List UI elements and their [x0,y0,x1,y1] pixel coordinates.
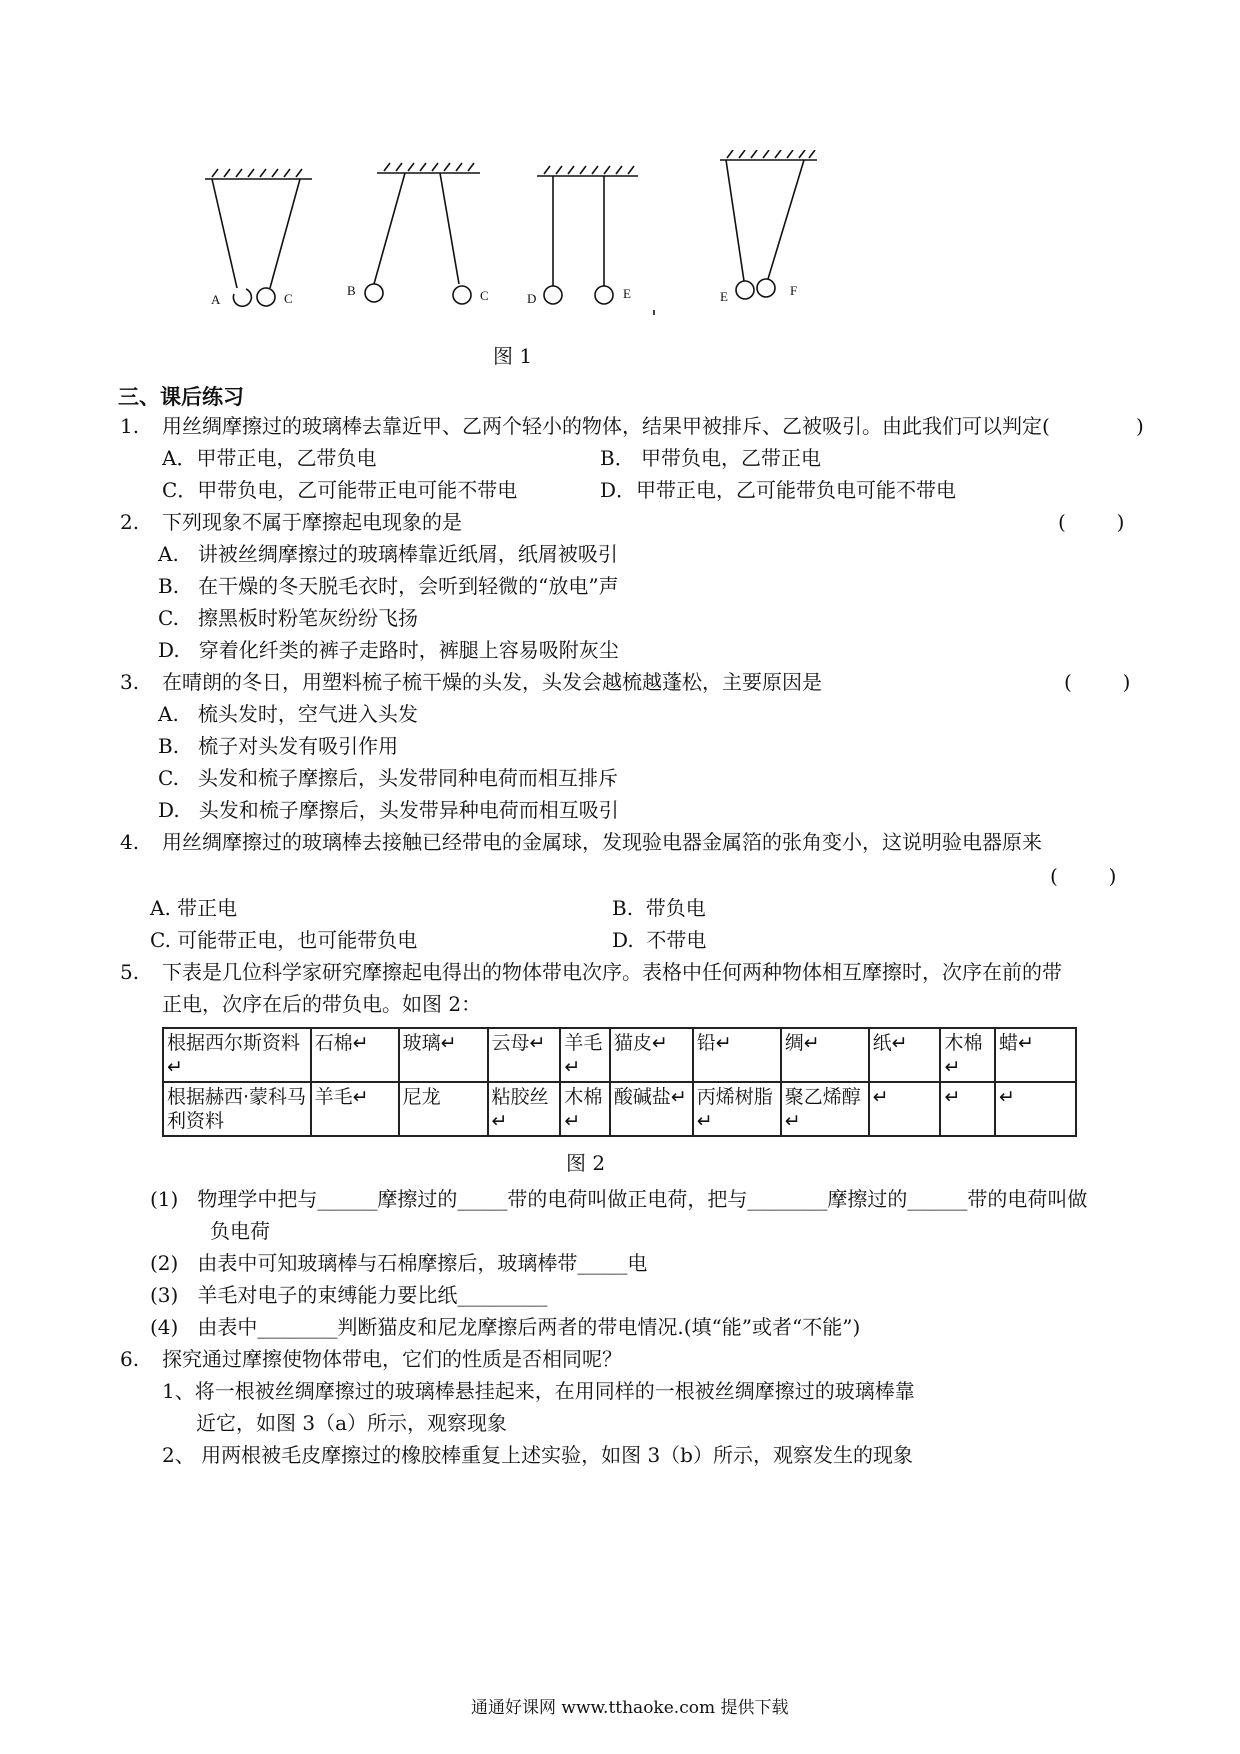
q3-stem: 在晴朗的冬日，用塑料梳子梳干燥的头发，头发会越梳越蓬松，主要原因是 [162,670,822,694]
q1-option-b: B． 甲带负电，乙带正电 [600,446,822,470]
q3-option-c: C. 头发和梳子摩擦后，头发带同种电荷而相互排斥 [158,766,619,790]
label-e2: E [720,289,728,304]
q4-option-b: B. 带负电 [612,896,706,920]
section-title: 三、课后练习 [118,385,244,409]
q3-number: 3. [120,670,140,694]
q5-sub-1: (1) 物理学中把与______摩擦过的_____带的电荷叫做正电荷，把与________摩擦过的______带的电荷叫做 [150,1187,1088,1211]
table-row [163,1082,1076,1136]
label-c2: C [480,288,489,303]
q5-stem-line2: 正电，次序在后的带负电。如图 2： [162,992,482,1016]
q6-number: 6. [120,1347,140,1371]
q4-option-d: D. 不带电 [612,928,707,952]
q3-option-a: A. 梳头发时，空气进入头发 [158,702,418,726]
q4-option-c: C. 可能带正电，也可能带负电 [150,928,418,952]
table-cell: 粘胶丝↵ [488,1082,561,1136]
table-cell: 纸↵ [869,1028,941,1082]
q6-step-1: 1、将一根被丝绸摩擦过的玻璃棒悬挂起来，在用同样的一根被丝绸摩擦过的玻璃棒靠 [162,1379,915,1403]
label-c: C [284,291,293,306]
q5-sub-2: (2) 由表中可知玻璃棒与石棉摩擦后，玻璃棒带_____电 [150,1251,648,1275]
table-cell: 酸碱盐↵ [610,1082,693,1136]
q6-step-2: 2、 用两根被毛皮摩擦过的橡胶棒重复上述实验，如图 3（b）所示，观察发生的现象 [162,1443,913,1467]
table-row [163,1028,1076,1082]
label-a: A [211,292,221,307]
q5-stem: 下表是几位科学家研究摩擦起电得出的物体带电次序。表格中任何两种物体相互摩擦时，次序在前的带 [162,960,1062,984]
q5-sub-3: (3) 羊毛对电子的束缚能力要比纸_________ [150,1283,548,1307]
q1-number: 1. [120,414,140,438]
q2-option-c: C. 擦黑板时粉笔灰纷纷飞扬 [158,606,419,630]
table-cell: 聚乙烯醇↵ [781,1082,869,1136]
q5-number: 5. [120,960,140,984]
q6-stem: 探究通过摩擦使物体带电，它们的性质是否相同呢？ [162,1347,622,1371]
table-cell: 石棉↵ [311,1028,399,1082]
table-cell: 铅↵ [693,1028,781,1082]
q4-stem: 用丝绸摩擦过的玻璃棒去接触已经带电的金属球，发现验电器金属箔的张角变小，这说明验电器原来 [162,830,1042,854]
label-d: D [527,291,537,306]
q2-bracket: ( ) [1058,510,1125,534]
table-cell: 丙烯树脂↵ [693,1082,781,1136]
table-cell: 羊毛↵ [311,1082,399,1136]
q1-bracket: ) [1136,414,1144,438]
q3-option-b: B. 梳子对头发有吸引作用 [158,734,399,758]
q2-number: 2. [120,510,140,534]
q2-stem: 下列现象不属于摩擦起电现象的是 [162,510,462,534]
page-footer: 通通好课网 www.tthaoke.com 提供下载 [471,1698,789,1718]
q6-step-1-cont: 近它，如图 3（a）所示，观察现象 [196,1411,508,1435]
q3-bracket: ( ) [1064,670,1131,694]
table-cell: ↵ [869,1082,941,1136]
figure-2-table [162,1027,1077,1137]
table-cell: 绸↵ [781,1028,869,1082]
q4-bracket: ( ) [1050,864,1117,888]
q4-option-a: A. 带正电 [150,896,238,920]
label-b: B [347,283,356,298]
q2-option-a: A. 讲被丝绸摩擦过的玻璃棒靠近纸屑，纸屑被吸引 [158,542,618,566]
table-cell: 羊毛↵ [560,1028,610,1082]
table-cell: ↵ [940,1082,995,1136]
table-cell: 木棉↵ [560,1082,610,1136]
q1-stem: 用丝绸摩擦过的玻璃棒去靠近甲、乙两个轻小的物体，结果甲被排斥、乙被吸引。由此我们可以判定( [162,414,1050,438]
q1-option-d: D．甲带正电，乙可能带负电可能不带电 [600,478,957,502]
table-cell: 根据赫西·蒙科马利资料 [163,1082,311,1136]
label-f: F [790,283,798,298]
table-cell: 蜡↵ [995,1028,1076,1082]
q2-option-b: B. 在干燥的冬天脱毛衣时，会听到轻微的“放电”声 [158,574,619,598]
table-cell: 猫皮↵ [610,1028,693,1082]
q4-number: 4. [120,830,140,854]
table-cell: 玻璃↵ [399,1028,488,1082]
figure-1-caption: 图 1 [493,344,533,368]
q3-option-d: D. 头发和梳子摩擦后，头发带异种电荷而相互吸引 [158,798,619,822]
table-cell: 木棉↵ [940,1028,995,1082]
q1-option-c: C．甲带负电，乙可能带正电可能不带电 [162,478,518,502]
q5-sub-1-cont: 负电荷 [210,1219,270,1243]
figure-2-caption: 图 2 [566,1151,606,1175]
label-e: E [623,286,631,301]
table-cell: 尼龙 [399,1082,488,1136]
table-cell: 根据西尔斯资料↵ [163,1028,311,1082]
table-cell: ↵ [995,1082,1076,1136]
q5-sub-4: (4) 由表中________判断猫皮和尼龙摩擦后两者的带电情况.(填“能”或者“不能”) [150,1315,861,1339]
q2-option-d: D. 穿着化纤类的裤子走路时，裤腿上容易吸附灰尘 [158,638,619,662]
figure-1-pendulums [190,150,850,315]
q1-option-a: A．甲带正电，乙带负电 [162,446,377,470]
table-cell: 云母↵ [488,1028,561,1082]
